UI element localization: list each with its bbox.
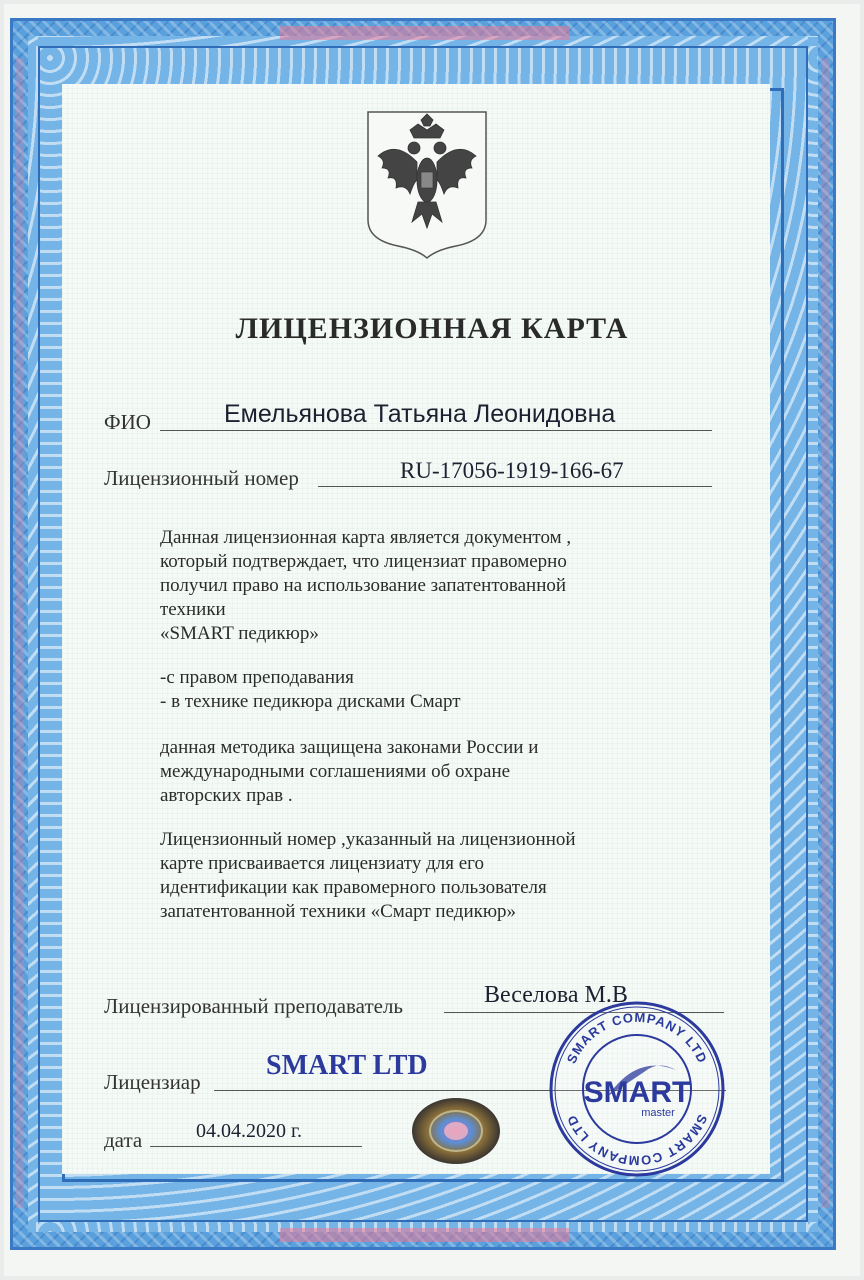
text-line: авторских прав .	[160, 785, 293, 806]
teacher-label: Лицензированный преподаватель	[104, 994, 404, 1018]
text-line: Лицензионный номер ,указанный на лицензионной	[160, 829, 576, 850]
date-value: 04.04.2020 г.	[196, 1120, 302, 1142]
frame-pink-band-bottom	[280, 1228, 570, 1242]
license-number-value: RU-17056-1919-166-67	[400, 458, 624, 483]
text-line: получил право на использование запатентованной	[160, 575, 567, 596]
coat-of-arms-icon	[366, 110, 488, 260]
fio-value: Емельянова Татьяна Леонидовна	[224, 400, 616, 428]
paragraph-identification	[160, 828, 720, 924]
fio-label: ФИО	[104, 410, 151, 434]
license-number-label: Лицензионный номер	[104, 466, 299, 490]
text-line: запатентованной техники «Смарт педикюр»	[160, 901, 517, 922]
frame-pink-band-top	[280, 26, 570, 40]
text-line: - в технике педикюра дисками Смарт	[160, 691, 461, 712]
text-line: «SMART педикюр»	[160, 623, 319, 644]
teacher-value: Веселова М.В	[484, 982, 628, 1008]
text-line: Данная лицензионная карта является документом ,	[160, 527, 572, 548]
stamp-logo-main: SMART	[583, 1076, 691, 1109]
licensor-value: SMART LTD	[266, 1050, 428, 1081]
document-title: ЛИЦЕНЗИОННАЯ КАРТА	[235, 312, 629, 345]
frame-pink-band-left	[16, 58, 24, 1208]
paragraph-rights	[160, 666, 720, 714]
stamp-bottom-text: SMART COMPANY LTD	[563, 1112, 711, 1169]
paragraph-legal-protection	[160, 736, 720, 808]
text-line: -с правом преподавания	[160, 667, 354, 688]
paragraph-license-description	[160, 526, 720, 646]
frame-pink-band-right	[822, 58, 830, 1208]
licensor-label: Лицензиар	[104, 1070, 201, 1094]
company-stamp	[548, 1000, 726, 1178]
stamp-logo-sub: master	[641, 1107, 675, 1119]
hologram-sticker-icon	[410, 1096, 502, 1166]
text-line: международными соглашениями об охране	[160, 761, 511, 782]
text-line: карте присваивается лицензиату для его	[160, 853, 484, 874]
text-line: идентификации как правомерного пользователя	[160, 877, 547, 898]
date-label: дата	[104, 1128, 143, 1152]
stamp-top-text: SMART COMPANY LTD	[563, 1009, 711, 1066]
text-line: который подтверждает, что лицензиат правомерно	[160, 551, 567, 572]
text-line: данная методика защищена законами России и	[160, 737, 539, 758]
text-line: техники	[160, 599, 226, 620]
